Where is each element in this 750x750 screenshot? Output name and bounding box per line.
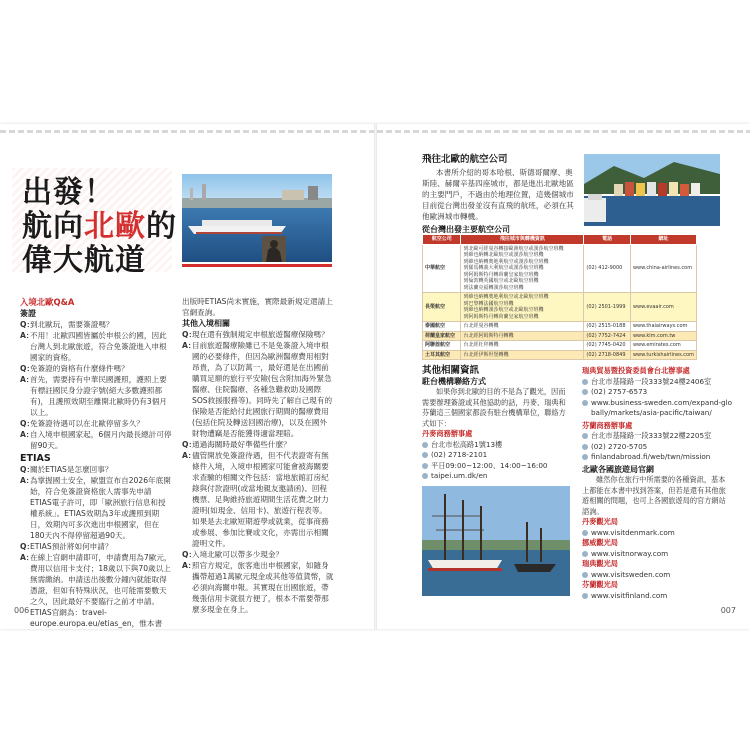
qa-text: 在線上官網申請即可，申請費用為7歐元，費用以信用卡支付；18歲以下與70歲以上無需繳納。申請送出後數分鐘內就能取得憑證，但如有特殊狀況，也可能需要數天之久，因此最好不要臨行之前才申請。ETIAS官網為：travel-europe.europa.eu/etias_en，惟本書 <box>30 553 172 628</box>
address: 台北市松高路1號13樓 <box>431 439 503 449</box>
airlines-intro <box>422 154 577 235</box>
qa-item <box>20 330 173 363</box>
route-info: 台北經曼谷轉機 <box>461 322 584 332</box>
etias-note: 出版時ETIAS尚未實施，實際最新規定還請上官網查詢。 <box>182 297 333 317</box>
qa-item <box>20 363 173 374</box>
web-icon <box>582 454 588 460</box>
other-info-title: 其他相關資訊 <box>422 365 480 376</box>
tourism-name: 芬蘭觀光局 <box>582 580 618 589</box>
title-word: 的 <box>146 209 177 244</box>
tourism-name: 丹麥觀光局 <box>582 517 618 526</box>
qa-item <box>20 541 173 552</box>
qa-text: 通過海關時最好準備些什麼？ <box>192 440 291 449</box>
info-line <box>582 549 732 560</box>
other-entry-subheading: 其他入境相關 <box>182 319 230 328</box>
web-icon <box>582 593 588 599</box>
airlines-section-text: 本書所介紹的哥本哈根、斯德哥爾摩、奧斯陸、赫爾辛基四座城市，都是進出北歐地區的主要門戶，不過由於地理位置，這幾個城市目前從台灣出發並沒有直飛的航班，必須在其他歐洲城市轉機。 <box>422 168 574 221</box>
qa-item <box>20 429 173 451</box>
tourism-text: 雖然你在旅行中所需要的各種資訊，基本上都能在本書中找到答案，但若是還有其他旅遊相關的問題，也可上各國旅遊局的官方網站諮詢。 <box>582 475 726 516</box>
visa-subheading: 簽證 <box>20 309 36 318</box>
airline-name: 長榮航空 <box>423 293 461 322</box>
qa-item <box>20 464 173 475</box>
qa-item <box>20 374 173 418</box>
qa-tag: A： <box>20 553 34 562</box>
website: www.visitdenmark.com <box>591 527 675 537</box>
qa-tag: A： <box>20 430 34 439</box>
title-word: 航向 <box>22 209 84 244</box>
url: www.klm.com.tw <box>630 331 696 341</box>
qa-column-1 <box>20 296 173 629</box>
qa-tag: Q： <box>20 364 35 373</box>
phone: (02) 412-9000 <box>584 244 631 293</box>
sweden-office-name: 瑞典貿易暨投資委員會台北辦事處 <box>582 366 690 375</box>
tourism-name: 瑞典觀光局 <box>582 559 618 568</box>
qa-text: 免簽證的資格有什麼條件嗎？ <box>30 364 129 373</box>
qa-text: 不用！北歐四國皆屬於申根公約國，因此台灣人到北歐旅遊，符合免簽證進入申根國家的資格。 <box>30 331 167 362</box>
qa-item <box>20 418 173 429</box>
phone: (02) 7752-7424 <box>584 331 631 341</box>
qa-tag: A： <box>182 561 196 570</box>
qa-tag: A： <box>20 375 34 384</box>
sailing-ships-photo <box>422 486 570 596</box>
website: www.visitfinland.com <box>591 590 668 600</box>
qa-item <box>20 552 173 629</box>
qa-tag: A： <box>182 451 196 460</box>
phone: (02) 7745-0420 <box>584 341 631 351</box>
info-line <box>582 442 732 453</box>
qa-text: 照官方規定，旅客進出申根國家，如隨身攜帶超過1萬歐元現金或其他等值貨幣，就必須向海關申報。其實現在出國旅遊，帶幾張信用卡就很方便了，根本不需要帶那麼多現金在身上。 <box>192 561 334 614</box>
qa-text: 現在還有強制規定申根旅遊醫療保險嗎？ <box>192 330 329 339</box>
qa-tag: Q： <box>20 465 35 474</box>
info-line <box>422 450 567 461</box>
table-row <box>423 244 697 293</box>
web-icon <box>582 551 588 557</box>
offices-text: 如果你到北歐的目的不是為了觀光，因而需要辦理簽證或其他協助的話，丹麥、瑞典和芬蘭這三個國家都設有駐台機構單位，聯絡方式如下： <box>422 387 566 428</box>
location-icon <box>582 433 588 439</box>
info-line <box>582 570 732 581</box>
qa-item <box>182 329 334 340</box>
info-line <box>582 387 732 398</box>
url: www.evaair.com <box>630 293 696 322</box>
bergen-harbor-photo <box>584 154 720 226</box>
qa-text: 到北歐玩，需要簽證嗎？ <box>30 320 114 329</box>
table-row <box>423 341 697 351</box>
clock-icon <box>422 463 428 469</box>
location-icon <box>582 379 588 385</box>
web-icon <box>582 400 588 406</box>
qa-item <box>182 560 334 615</box>
page-number-right: 007 <box>720 606 736 615</box>
website: www.visitnorway.com <box>591 548 669 558</box>
title-line-2 <box>22 210 177 244</box>
address: 台北市基隆路一段333號22樓2205室 <box>591 431 712 440</box>
info-line <box>422 461 567 472</box>
url: www.emirates.com <box>630 341 696 351</box>
info-line <box>582 528 732 539</box>
qa-text: 關於ETIAS是怎麼回事？ <box>30 465 113 474</box>
qa-item <box>182 340 334 439</box>
qa-item <box>182 549 334 560</box>
qa-text: 入境北歐可以帶多少現金？ <box>192 550 284 559</box>
phone: (02) 2718-0849 <box>584 350 631 360</box>
offices-tourism-column <box>582 366 732 601</box>
qa-text: 自入境申根國家起，6個月內最長總計可停留90天。 <box>30 430 172 450</box>
qa-tag: Q： <box>20 320 35 329</box>
table-row <box>423 350 697 360</box>
website: www.visitsweden.com <box>591 569 671 579</box>
tourism-title: 北歐各國旅遊局官網 <box>582 464 654 474</box>
qa-text: 首先，需要持有中華民國護照，護照上要有標註國民身分證字號(絕大多數護照都有)，且護照效期至離開北歐時仍有3個月以上。 <box>30 375 167 417</box>
airline-name: 泰國航空 <box>423 322 461 332</box>
url: www.turkishairlines.com <box>630 350 696 360</box>
top-stripe <box>377 130 750 133</box>
info-line <box>582 431 732 442</box>
info-line <box>422 471 567 482</box>
airline-name: 荷蘭皇家航空 <box>423 331 461 341</box>
page-number-left: 006 <box>14 606 30 615</box>
web-icon <box>422 473 428 479</box>
qa-tag: A： <box>20 331 34 340</box>
phone: (02) 2501-1999 <box>584 293 631 322</box>
title-underline-bar <box>182 264 332 267</box>
table-row <box>423 293 697 322</box>
airline-name: 阿聯酋航空 <box>423 341 461 351</box>
qa-item <box>20 319 173 330</box>
qa-text: ETIAS預計將如何申請？ <box>30 542 113 551</box>
col-header-phone: 電話 <box>584 235 631 245</box>
web-icon <box>582 530 588 536</box>
phone-icon <box>422 452 428 458</box>
phone: (02) 2757-6573 <box>591 387 648 396</box>
phone: (02) 2515-0188 <box>584 322 631 332</box>
qa-text: 儘管開放免簽證待遇，但不代表證寄有無條件入境，入境申根國家可能會被海關要求查驗的相關文件包括：當地旅館訂房紀錄與付款證明(或當地親友邀請函)、回程機票、足夠維持旅遊期間生活花費之財力證明(如現金、信用卡)、旅遊行程表等。如果是去北歐短期遊學或就業，從事商務或參展、參加比賽或文化，亦需出示相關證明文件。 <box>192 451 329 548</box>
route-info: 台北經阿姆斯特丹轉機 <box>461 331 584 341</box>
qa-text: 為掌握國土安全，歐盟宣布自2026年底開始，符合免簽證資格旅人需事先申請ETIAS電子許可，即「歐洲旅行信息和授權系統」。ETIAS效期為3年或護照到期日，效期內可多次進出申根國家，但在180天內不得停留超過90天。 <box>30 476 171 540</box>
phone: (02) 2720-5705 <box>591 441 648 451</box>
table-row <box>423 322 697 332</box>
airlines-table-title: 從台灣出發主要航空公司 <box>422 225 510 234</box>
copenhagen-harbor-photo <box>182 174 332 262</box>
top-stripe <box>0 130 374 133</box>
website: finlandabroad.fi/web/twn/mission <box>591 452 711 461</box>
qa-text: 目前旅遊醫療險雖已不是免簽證入境申根國的必要條件，但因為歐洲醫療費用相對昂貴，為了以防萬一，最好還是在出國前購買足額的旅行平安險(包含附加海外緊急醫療、住院醫療、各種急難救助及國際SOS救援服務等)。同時先了解自己現有的保險是否能給付此國旅行期間的醫療費用(包括住院及轉送回國治療)，以及在國外財物遭竊是否能獲得適當理賠。 <box>192 341 333 438</box>
phone: (02) 2718-2101 <box>431 450 488 459</box>
title-line-1: 出發！ <box>22 175 115 210</box>
finland-office-name: 芬蘭商務辦事處 <box>582 420 633 430</box>
info-line <box>582 398 732 419</box>
qa-tag: Q： <box>182 550 197 559</box>
website: www.business-sweden.com/expand-globally/markets/asia-pacific/taiwan/ <box>591 397 733 417</box>
qa-tag: Q： <box>182 330 197 339</box>
other-info-column <box>422 366 567 482</box>
location-icon <box>422 442 428 448</box>
phone-icon <box>582 444 588 450</box>
qa-item <box>182 450 334 549</box>
airlines-table <box>422 234 697 360</box>
url: www.thaiairways.com <box>630 322 696 332</box>
airlines-section-title: 飛往北歐的航空公司 <box>422 154 508 165</box>
info-line <box>582 452 732 463</box>
qa-item <box>20 475 173 541</box>
qa-heading: 入境北歐Q&A <box>20 297 75 307</box>
qa-tag: Q： <box>182 440 197 449</box>
qa-column-2 <box>182 296 334 615</box>
col-header-route: 飛往城市與轉機資訊 <box>461 235 584 245</box>
qa-tag: A： <box>182 341 196 350</box>
airline-name: 土耳其航空 <box>423 350 461 360</box>
title-line-3: 偉大航道 <box>22 243 146 278</box>
col-header-url: 網址 <box>630 235 696 245</box>
route-info: 到北歐可經曼谷轉接歐洲航空或漢莎航空班機 到維也納轉北歐航空或漢莎航空班機 到維也納轉奧地利航空或漢莎航空班機 到羅馬轉義大利航空或漢莎航空班機 到阿姆斯特丹轉荷蘭皇家航空班機 到倫敦轉英國航空或北歐航空班機 到法蘭克福轉漢莎航空班機 <box>461 244 584 293</box>
offices-subtitle: 駐台機構聯絡方式 <box>422 376 486 386</box>
route-info: 到維也納轉奧地利航空或北歐航空班機 到巴黎轉法國航空班機 到維也納轉漢莎航空或北歐航空班機 到阿姆斯特丹轉荷蘭皇家航空班機 <box>461 293 584 322</box>
url: www.china-airlines.com <box>630 244 696 293</box>
airline-name: 中華航空 <box>423 244 461 293</box>
route-info: 台北經杜拜轉機 <box>461 341 584 351</box>
info-line <box>422 440 567 451</box>
etias-heading: ETIAS <box>20 453 51 464</box>
address: 台北市基隆路一段333號24樓2406室 <box>591 376 712 386</box>
hours: 平日09:00~12:00、14:00~16:00 <box>431 460 548 470</box>
qa-tag: A： <box>20 476 34 485</box>
qa-text: 免簽證待遇可以在北歐停留多久？ <box>30 419 144 428</box>
qa-tag: Q： <box>20 542 35 551</box>
web-icon <box>582 572 588 578</box>
table-row <box>423 331 697 341</box>
denmark-office-name: 丹麥商務辦事處 <box>422 429 473 438</box>
col-header-airline: 航空公司 <box>423 235 461 245</box>
left-page <box>0 124 374 629</box>
qa-item <box>182 439 334 450</box>
info-line <box>582 377 732 388</box>
website: taipei.um.dk/en <box>431 471 488 480</box>
tourism-name: 挪威觀光局 <box>582 538 618 547</box>
qa-tag: Q： <box>20 419 35 428</box>
right-page <box>377 124 750 629</box>
phone-icon <box>582 389 588 395</box>
route-info: 台北經伊斯坦堡轉機 <box>461 350 584 360</box>
title-highlight: 北歐 <box>84 209 146 244</box>
info-line <box>582 591 732 602</box>
